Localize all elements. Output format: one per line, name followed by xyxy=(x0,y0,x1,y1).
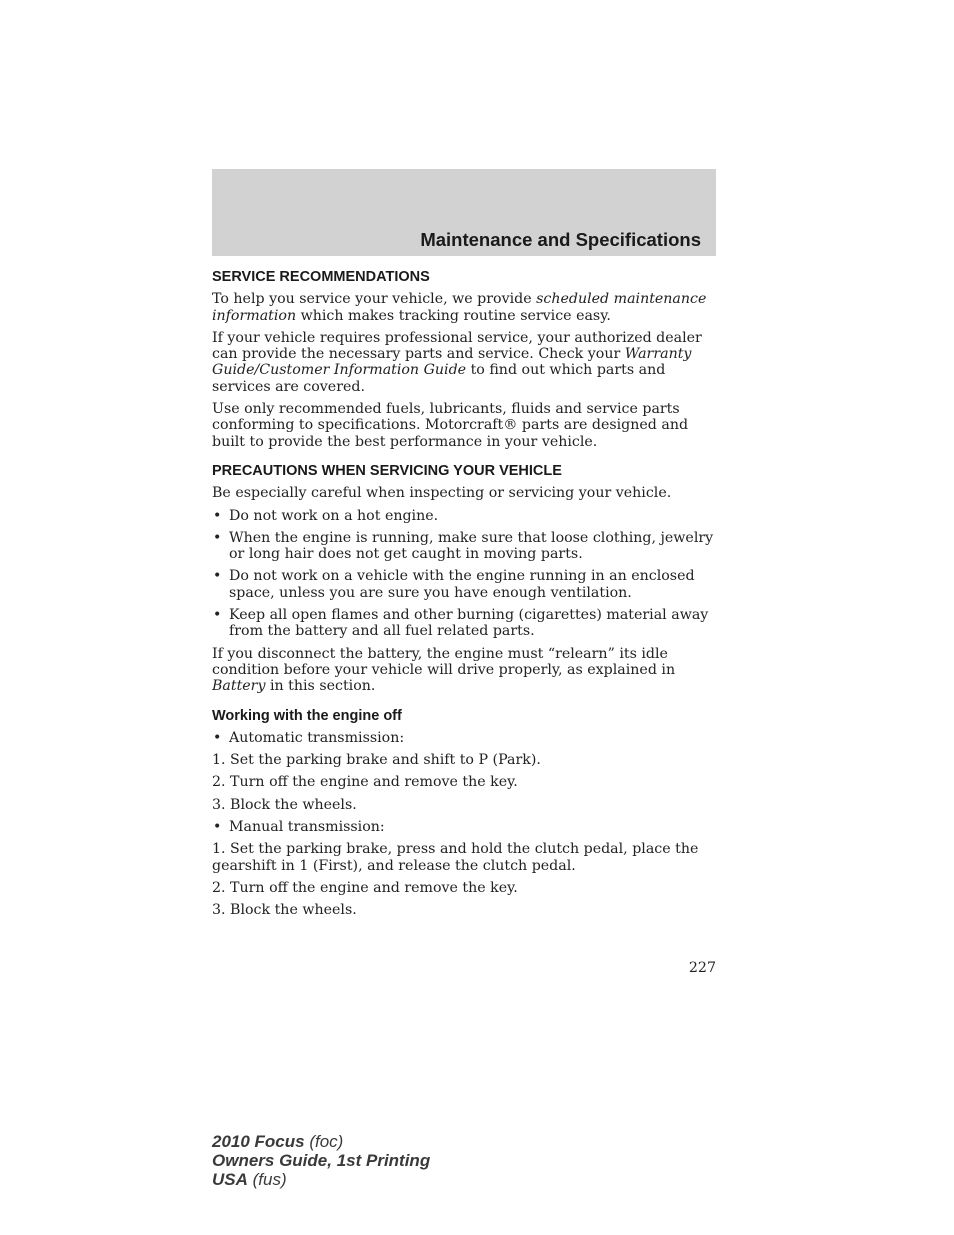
page-content xyxy=(212,266,716,925)
step-item: 1. Set the parking brake and shift to P (Park). xyxy=(212,752,541,769)
document-footer xyxy=(212,1132,430,1189)
step-item: 3. Block the wheels. xyxy=(212,902,357,919)
section-header-band xyxy=(212,169,716,256)
list-item-automatic: • Automatic transmission: xyxy=(212,730,716,746)
paragraph-service-1: To help you service your vehicle, we provide scheduled maintenance information which makes tracking routine service easy. xyxy=(212,291,707,324)
list-item: • When the engine is running, make sure that loose clothing, jewelry or long hair does not get caught in moving parts. xyxy=(212,530,716,563)
heading-engine-off: Working with the engine off xyxy=(212,707,402,724)
list-item: • Keep all open flames and other burning (cigarettes) material away from the battery and all fuel related parts. xyxy=(212,607,716,640)
footer-line-market: USA (fus) xyxy=(212,1170,287,1189)
heading-precautions: PRECAUTIONS WHEN SERVICING YOUR VEHICLE xyxy=(212,462,562,479)
section-title: Maintenance and Specifications xyxy=(420,229,701,250)
list-item: • Do not work on a hot engine. xyxy=(212,508,716,524)
step-item: 3. Block the wheels. xyxy=(212,796,357,813)
list-item: • Do not work on a vehicle with the engine running in an enclosed space, unless you are sure you have enough ventilation. xyxy=(212,568,716,601)
step-item: 2. Turn off the engine and remove the key. xyxy=(212,774,518,791)
paragraph-battery-relearn: If you disconnect the battery, the engine must “relearn” its idle condition before your vehicle will drive properly, as explained in Battery in this section. xyxy=(212,645,676,695)
paragraph-service-3: Use only recommended fuels, lubricants, fluids and service parts conforming to specifications. Motorcraft® parts are designed and built to provide the best performance in your vehicle. xyxy=(212,401,689,450)
step-item: 2. Turn off the engine and remove the key. xyxy=(212,879,518,896)
paragraph-service-2: If your vehicle requires professional service, your authorized dealer can provide the necessary parts and service. Check your Warranty Guide/Customer Information Guide to find out which parts and services are covered. xyxy=(212,329,702,395)
paragraph-precautions-intro: Be especially careful when inspecting or servicing your vehicle. xyxy=(212,485,672,502)
footer-line-model: 2010 Focus (foc) xyxy=(212,1132,344,1151)
heading-service-recommendations: SERVICE RECOMMENDATIONS xyxy=(212,269,430,285)
footer-line-guide: Owners Guide, 1st Printing xyxy=(212,1151,431,1170)
list-item-manual: • Manual transmission: xyxy=(212,819,716,835)
page-number: 227 xyxy=(688,960,716,976)
step-item: 1. Set the parking brake, press and hold the clutch pedal, place the gearshift in 1 (First), and release the clutch pedal. xyxy=(212,841,699,874)
